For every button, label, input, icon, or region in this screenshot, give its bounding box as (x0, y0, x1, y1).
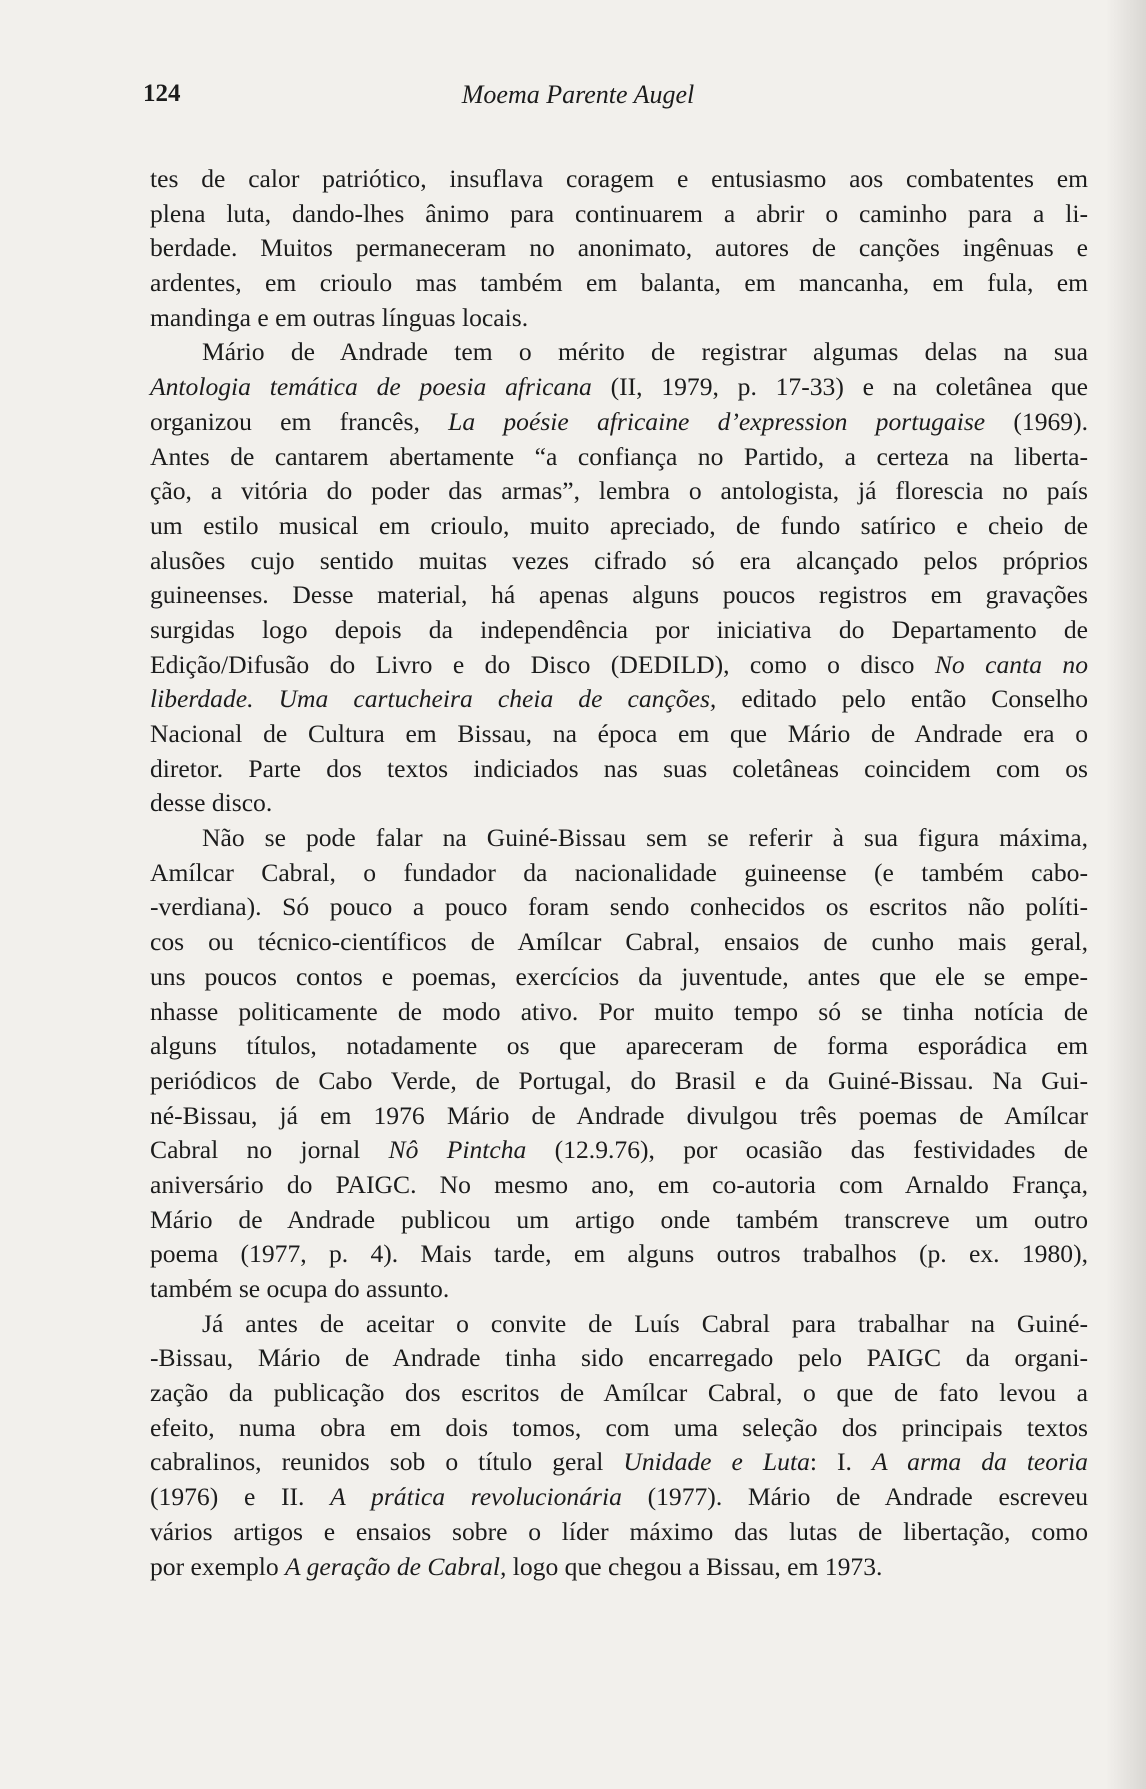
text-line (150, 1168, 1088, 1203)
paragraph (150, 335, 1088, 821)
text-segment: Mário de Andrade tem o mérito de registrar algumas delas na sua (202, 337, 1088, 367)
text-line (150, 960, 1088, 995)
text-segment: ardentes, em crioulo mas também em balanta, em mancanha, em fula, em (150, 268, 1088, 298)
text-line (150, 578, 1088, 613)
text-segment: nhasse politicamente de modo ativo. Por muito tempo só se tinha notícia de (150, 996, 1088, 1026)
text-line (150, 786, 1088, 821)
text-segment: né-Bissau, já em 1976 Mário de Andrade divulgou três poemas de Amílcar (150, 1100, 1088, 1130)
text-segment: Amílcar Cabral, o fundador da nacionalidade guineense (e também cabo- (150, 857, 1088, 887)
text-line (150, 266, 1088, 301)
text-segment: (1969). (985, 406, 1089, 436)
text-line (150, 682, 1088, 717)
text-segment: cos ou técnico-científicos de Amílcar Cabral, ensaios de cunho mais geral, (150, 927, 1088, 957)
italic-title: No canta no (934, 649, 1088, 679)
running-head-author: Moema Parente Augel (461, 80, 695, 109)
text-line (150, 717, 1088, 752)
text-segment: berdade. Muitos permaneceram no anonimato, autores de canções ingênuas e (150, 233, 1088, 263)
text-segment: diretor. Parte dos textos indiciados nas suas coletâneas coincidem com os (150, 753, 1088, 783)
text-line (150, 995, 1088, 1030)
text-line (150, 544, 1088, 579)
text-segment: alusões cujo sentido muitas vezes cifrado só era alcançado pelos próprios (150, 545, 1088, 575)
text-line (150, 1550, 1088, 1585)
text-segment: Nacional de Cultura em Bissau, na época em que Mário de Andrade era o (150, 719, 1088, 748)
text-segment: por exemplo (150, 1551, 286, 1581)
italic-title: A geração de Cabral, (285, 1551, 507, 1581)
paragraph (150, 162, 1088, 335)
text-line (150, 405, 1088, 440)
text-line (150, 1341, 1088, 1376)
text-segment: (II, 1979, p. 17-33) e na coletânea que (591, 372, 1088, 402)
text-segment: cabralinos, reunidos sob o título geral (150, 1447, 624, 1477)
text-line (150, 821, 1088, 856)
text-line (150, 440, 1088, 475)
text-segment: Já antes de aceitar o convite de Luís Cabral para trabalhar na Guiné- (202, 1308, 1088, 1338)
italic-title: Antologia temática de poesia africana (150, 372, 592, 402)
text-segment: também se ocupa do assunto. (150, 1274, 450, 1303)
text-segment: organizou em francês, (150, 406, 449, 436)
text-segment: uns poucos contos e poemas, exercícios da juventude, antes que ele se empe- (150, 961, 1088, 991)
text-line (150, 1272, 1088, 1307)
text-line (150, 370, 1088, 405)
text-segment: vários artigos e ensaios sobre o líder máximo das lutas de libertação, como (150, 1516, 1088, 1546)
text-segment: Mário de Andrade publicou um artigo onde também transcreve um outro (150, 1204, 1088, 1234)
text-segment: (1976) e II. (150, 1482, 331, 1512)
text-segment: alguns títulos, notadamente os que apareceram de forma esporádica em (150, 1031, 1088, 1061)
text-line (150, 335, 1088, 370)
italic-title: La poésie africaine d’expression portugaise (448, 406, 986, 436)
text-segment: (12.9.76), por ocasião das festividades de (526, 1135, 1088, 1165)
text-segment: guineenses. Desse material, há apenas alguns poucos registros em gravações (150, 580, 1088, 610)
text-line (150, 162, 1088, 197)
text-segment: Edição/Difusão do Livro e do Disco (DEDILD), como o disco (150, 649, 935, 679)
text-segment: desse disco. (150, 788, 273, 818)
paragraph (150, 1307, 1088, 1585)
text-line (150, 1515, 1088, 1550)
text-line (150, 197, 1088, 232)
text-segment: -verdiana). Só pouco a pouco foram sendo conhecidos os escritos não políti- (150, 892, 1088, 922)
text-line (150, 1237, 1088, 1272)
text-segment: efeito, numa obra em dois tomos, com uma seleção dos principais textos (150, 1412, 1088, 1442)
text-segment: mandinga e em outras línguas locais. (150, 302, 529, 332)
text-line (150, 231, 1088, 266)
text-line (150, 925, 1088, 960)
text-segment: -Bissau, Mário de Andrade tinha sido encarregado pelo PAIGC da organi- (150, 1343, 1088, 1373)
text-segment: editado pelo então Conselho (716, 684, 1089, 714)
text-line (150, 752, 1088, 787)
page-edge-shadow (1106, 0, 1146, 1789)
italic-title: Unidade e Luta (623, 1447, 810, 1477)
page-number: 124 (143, 80, 181, 107)
text-segment: Cabral no jornal (150, 1135, 389, 1165)
text-segment: tes de calor patriótico, insuflava coragem e entusiasmo aos combatentes em (150, 164, 1088, 193)
paragraph (150, 821, 1088, 1307)
italic-title: A prática revolucionária (330, 1482, 622, 1512)
text-line (150, 1133, 1088, 1168)
text-segment: zação da publicação dos escritos de Amílcar Cabral, o que de fato levou a (150, 1378, 1088, 1408)
text-segment: ção, a vitória do poder das armas”, lembra o antologista, já florescia no país (150, 476, 1088, 506)
text-line (150, 648, 1088, 683)
text-line (150, 474, 1088, 509)
text-segment: Antes de cantarem abertamente “a confiança no Partido, a certeza na liberta- (150, 441, 1088, 471)
text-line (150, 301, 1088, 336)
text-line (150, 1064, 1088, 1099)
text-line (150, 890, 1088, 925)
italic-title: Nô Pintcha (388, 1135, 527, 1165)
text-segment: um estilo musical em crioulo, muito apreciado, de fundo satírico e cheio de (150, 510, 1088, 540)
italic-title: A arma da teoria (871, 1447, 1088, 1477)
text-line (150, 613, 1088, 648)
text-segment: : I. (809, 1447, 872, 1477)
text-line (150, 1307, 1088, 1342)
text-segment: plena luta, dando-lhes ânimo para continuarem a abrir o caminho para a li- (150, 198, 1088, 228)
text-line (150, 1480, 1088, 1515)
text-segment: periódicos de Cabo Verde, de Portugal, do Brasil e da Guiné-Bissau. Na Gui- (150, 1065, 1088, 1095)
text-line (150, 856, 1088, 891)
text-line (150, 1203, 1088, 1238)
text-line (150, 509, 1088, 544)
text-segment: logo que chegou a Bissau, em 1973. (506, 1551, 883, 1581)
text-line (150, 1376, 1088, 1411)
text-segment: poema (1977, p. 4). Mais tarde, em alguns outros trabalhos (p. ex. 1980), (150, 1239, 1088, 1269)
body-text (150, 162, 1088, 1584)
text-segment: (1977). Mário de Andrade escreveu (621, 1482, 1088, 1512)
text-line (150, 1029, 1088, 1064)
text-segment: aniversário do PAIGC. No mesmo ano, em co-autoria com Arnaldo França, (150, 1169, 1088, 1199)
text-segment: Não se pode falar na Guiné-Bissau sem se referir à sua figura máxima, (202, 823, 1088, 853)
text-line (150, 1411, 1088, 1446)
text-segment: surgidas logo depois da independência por iniciativa do Departamento de (150, 614, 1088, 644)
italic-title: liberdade. Uma cartucheira cheia de canções, (150, 684, 717, 714)
text-line (150, 1445, 1088, 1480)
text-line (150, 1099, 1088, 1134)
